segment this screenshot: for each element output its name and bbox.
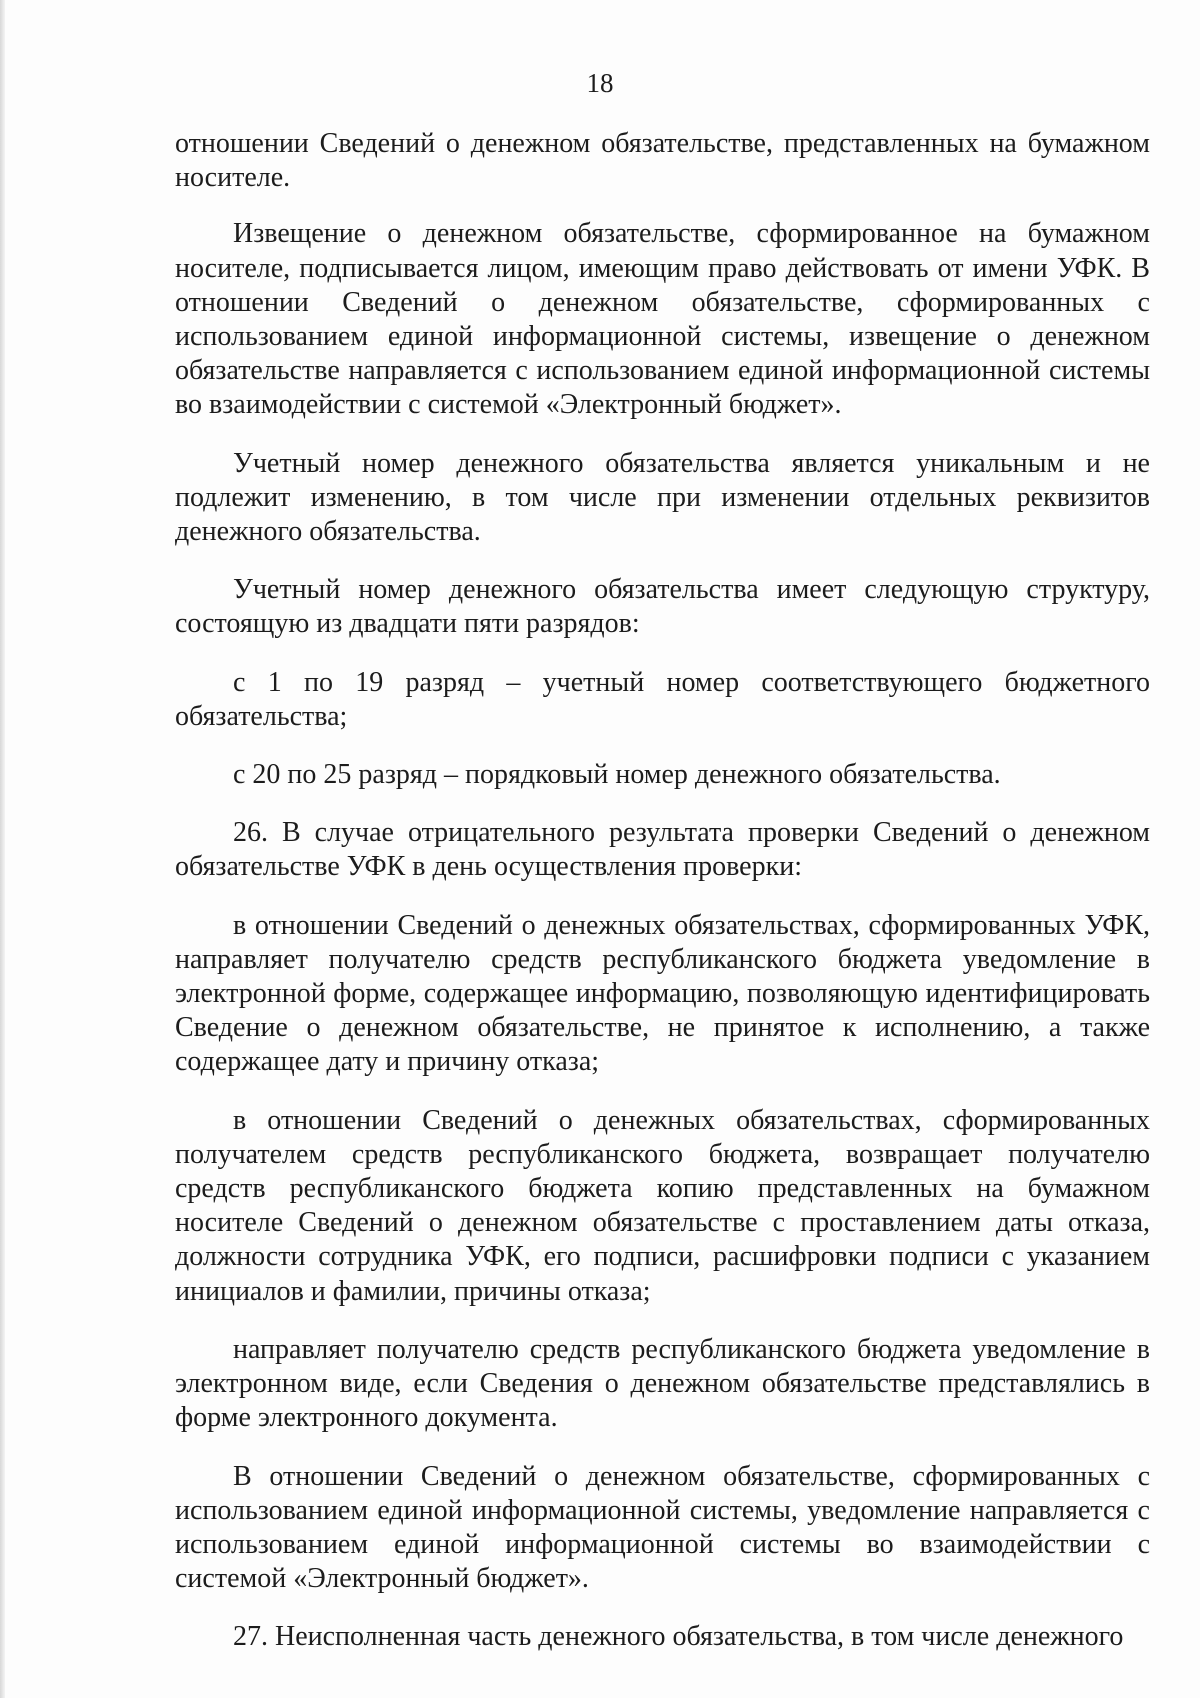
paragraph-notice-signing: Извещение о денежном обязательстве, сформированное на бумажном носителе, подписывается лицом, имеющим право действовать от имени УФК. В отношении Сведений о денежном обязательстве, сформированных с использованием единой информационной системы, извещение о денежном обязательстве направляется с использованием единой информационной системы во взаимодействии с системой «Электронный бюджет». [175, 218, 1150, 421]
paragraph-accounting-number-unique: Учетный номер денежного обязательства является уникальным и не подлежит изменению, в том числе при изменении отдельных реквизитов денежного обязательства. [175, 447, 1150, 548]
page-number: 18 [586, 68, 614, 98]
paragraph-unified-system: В отношении Сведений о денежном обязательстве, сформированных с использованием единой информационной системы, уведомление направляется с использованием единой информационной системы во взаимодействии с системой «Электронный бюджет». [175, 1460, 1150, 1595]
scan-edge-shadow [0, 0, 5, 1698]
paragraph-clause-27: 27. Неисполненная часть денежного обязательства, в том числе денежного [233, 1621, 1124, 1653]
paragraph-electronic-notice: направляет получателю средств республиканского бюджета уведомление в электронном виде, если Сведения о денежном обязательстве представлялись в форме электронного документа. [175, 1333, 1150, 1434]
paragraph-recipient-formed: в отношении Сведений о денежных обязательствах, сформированных получателем средств республиканского бюджета, возвращает получателю средств республиканского бюджета копию представленных на бумажном носителе Сведений о денежном обязательстве с проставлением даты отказа, должности сотрудника УФК, его подписи, расшифровки подписи с указанием инициалов и фамилии, причины отказа; [175, 1104, 1150, 1307]
paragraph-accounting-number-structure: Учетный номер денежного обязательства имеет следующую структуру, состоящую из двадцати пяти разрядов: [175, 574, 1150, 640]
paragraph-digits-20-25: с 20 по 25 разряд – порядковый номер денежного обязательства. [233, 759, 1001, 791]
paragraph-continuation: отношении Сведений о денежном обязательстве, представленных на бумажном носителе. [175, 128, 1150, 194]
paragraph-clause-26: 26. В случае отрицательного результата проверки Сведений о денежном обязательстве УФК в день осуществления проверки: [175, 817, 1150, 883]
paragraph-digits-1-19: с 1 по 19 разряд – учетный номер соответствующего бюджетного обязательства; [175, 666, 1150, 732]
paragraph-ufk-formed: в отношении Сведений о денежных обязательствах, сформированных УФК, направляет получателю средств республиканского бюджета уведомление в электронной форме, содержащее информацию, позволяющую идентифицировать Сведение о денежном обязательстве, не принятое к исполнению, а также содержащее дату и причину отказа; [175, 909, 1150, 1078]
document-body [175, 127, 1150, 1655]
